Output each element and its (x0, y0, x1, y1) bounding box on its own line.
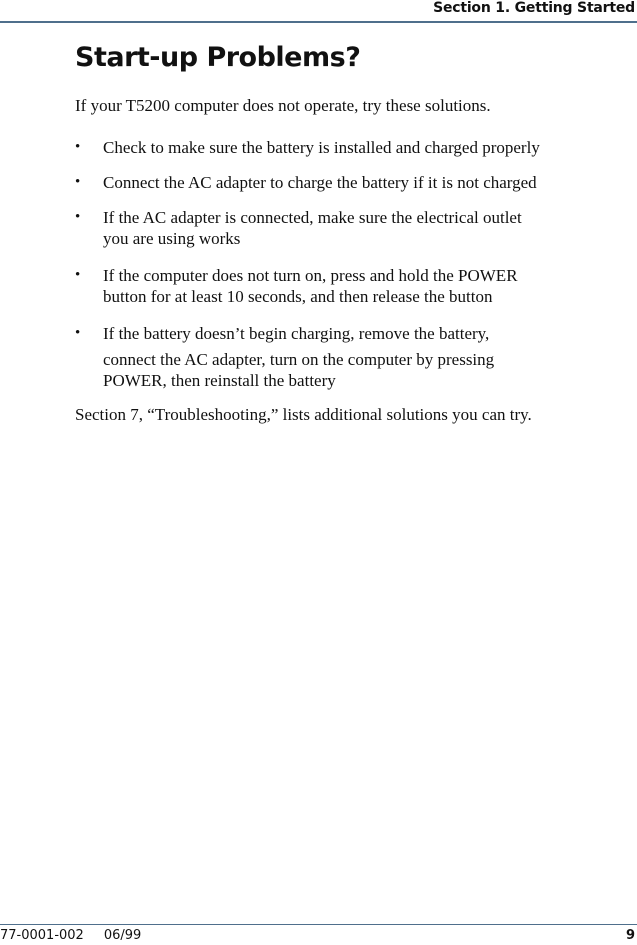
bullet-icon: • (75, 139, 81, 155)
list-item-text (103, 172, 637, 193)
list-item-text (103, 265, 637, 307)
document-date: 06/99 (103, 928, 142, 943)
list-item-line: If the AC adapter is connected, make sure the electrical outlet (103, 208, 522, 227)
list-item (75, 207, 637, 249)
header-divider (0, 21, 637, 23)
list-item-text (103, 323, 637, 391)
bullet-icon: • (75, 174, 81, 190)
bullet-icon: • (75, 267, 81, 283)
page-number: 9 (625, 928, 635, 943)
footer-divider (0, 924, 637, 925)
list-item-line: Connect the AC adapter to charge the battery if it is not charged (103, 173, 537, 192)
list-item (75, 323, 637, 391)
closing-paragraph: Section 7, “Troubleshooting,” lists additional solutions you can try. (75, 405, 532, 424)
list-item-line: you are using works (103, 229, 241, 248)
list-item (75, 172, 637, 193)
document-number: 77-0001-002 (0, 928, 84, 943)
bullet-icon: • (75, 325, 81, 341)
list-item (75, 265, 637, 307)
list-item-line: If the battery doesn’t begin charging, remove the battery, (103, 324, 490, 343)
footer-doc-info (0, 928, 141, 944)
page-title: Start-up Problems? (75, 42, 361, 73)
list-item-text (103, 137, 637, 158)
list-item-line: connect the AC adapter, turn on the computer by pressing (103, 350, 495, 369)
list-item-line: POWER, then reinstall the battery (103, 371, 336, 390)
bullet-icon: • (75, 209, 81, 225)
list-item-line: button for at least 10 seconds, and then release the button (103, 287, 493, 306)
list-item-line: Check to make sure the battery is installed and charged properly (103, 138, 540, 157)
list-item-line: If the computer does not turn on, press and hold the POWER (103, 266, 518, 285)
list-item-text (103, 207, 637, 249)
list-item (75, 137, 637, 158)
intro-paragraph: If your T5200 computer does not operate, try these solutions. (75, 96, 491, 115)
running-header: Section 1. Getting Started (433, 0, 635, 16)
